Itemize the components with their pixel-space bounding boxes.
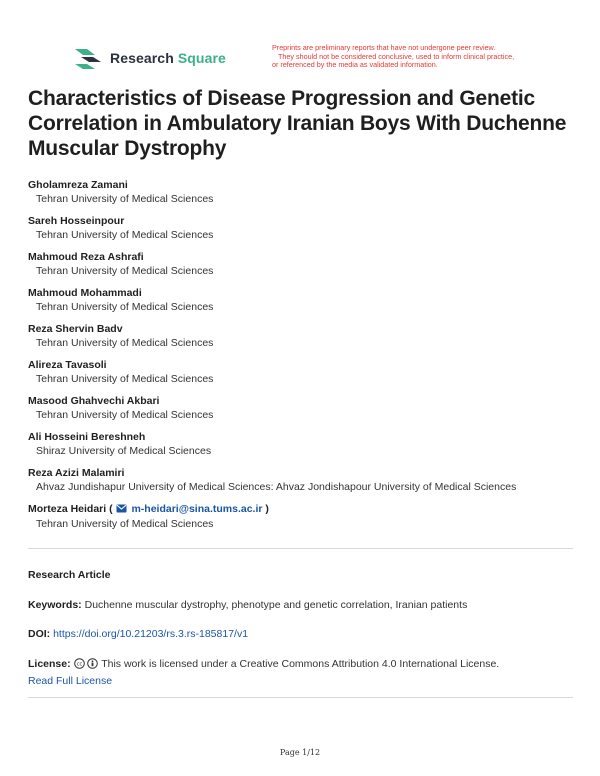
author-name: Sareh Hosseinpour: [28, 215, 125, 227]
author-affiliation: Tehran University of Medical Sciences: [36, 518, 214, 530]
preprint-disclaimer: [272, 44, 542, 70]
author-entry: [28, 322, 578, 358]
author-entry: [28, 466, 578, 502]
author-name: Mahmoud Mohammadi: [28, 287, 142, 299]
page-number: Page 1/12: [279, 748, 321, 757]
license-text: This work is licensed under a Creative Commons Attribution 4.0 International License.: [101, 658, 500, 670]
paren-open: (: [109, 503, 113, 515]
corresponding-author-entry: [28, 502, 578, 538]
disclaimer-line: Preprints are preliminary reports that have not undergone peer review.: [272, 43, 496, 52]
author-affiliation: Tehran University of Medical Sciences: [36, 301, 214, 313]
doi-link[interactable]: https://doi.org/10.21203/rs.3.rs-185817/v1: [53, 628, 249, 640]
creative-commons-icon: [74, 658, 85, 674]
keywords-value: Duchenne muscular dystrophy, phenotype and genetic correlation, Iranian patients: [84, 599, 468, 611]
envelope-icon: [116, 503, 127, 517]
author-entry: [28, 430, 578, 466]
author-name: Ali Hosseini Bereshneh: [28, 431, 146, 443]
keywords-row: [28, 598, 578, 613]
license-row: [28, 657, 578, 689]
author-affiliation: Ahvaz Jundishapur University of Medical Sciences: Ahvaz Jondishapour University of Medical Sciences: [36, 481, 517, 493]
logo-word-square: Square: [177, 50, 226, 66]
author-affiliation: Tehran University of Medical Sciences: [36, 373, 214, 385]
attribution-icon: [87, 658, 98, 674]
author-affiliation: Tehran University of Medical Sciences: [36, 229, 214, 241]
author-email-link[interactable]: m-heidari@sina.tums.ac.ir: [131, 503, 263, 515]
divider: [28, 697, 573, 698]
corresponding-author-name-line: [28, 502, 578, 517]
author-name: Alireza Tavasoli: [28, 359, 107, 371]
doi-label: DOI:: [28, 628, 51, 640]
disclaimer-line: They should not be considered conclusive, used to inform clinical practice,: [278, 51, 515, 61]
license-label: License:: [28, 658, 71, 670]
author-list: [28, 178, 578, 538]
author-name: Reza Azizi Malamiri: [28, 467, 125, 479]
author-entry: [28, 250, 578, 286]
article-title: Characteristics of Disease Progression and Genetic Correlation in Ambulatory Iranian Boys With Duchenne Muscular Dystrophy: [28, 87, 567, 160]
divider: [28, 548, 573, 549]
author-name: Reza Shervin Badv: [28, 323, 123, 335]
paren-close: ): [265, 503, 269, 515]
author-affiliation: Tehran University of Medical Sciences: [36, 337, 214, 349]
keywords-label: Keywords:: [28, 599, 82, 611]
author-name: Gholamreza Zamani: [28, 179, 128, 191]
author-name: Mahmoud Reza Ashrafi: [28, 251, 144, 263]
research-square-logo[interactable]: [73, 45, 226, 71]
doi-row: [28, 627, 578, 642]
author-entry: [28, 214, 578, 250]
svg-text:cc: cc: [76, 661, 82, 668]
article-type: Research Article: [28, 569, 111, 581]
logo-word-research: Research: [110, 50, 174, 66]
read-full-license-link[interactable]: Read Full License: [28, 675, 113, 687]
logo-wordmark: [110, 50, 226, 66]
author-affiliation: Tehran University of Medical Sciences: [36, 409, 214, 421]
author-entry: [28, 358, 578, 394]
author-name: Masood Ghahvechi Akbari: [28, 395, 160, 407]
author-entry: [28, 394, 578, 430]
author-affiliation: Tehran University of Medical Sciences: [36, 265, 214, 277]
author-affiliation: Tehran University of Medical Sciences: [36, 193, 214, 205]
research-square-logo-icon: [73, 45, 103, 71]
disclaimer-line: or referenced by the media as validated information.: [272, 60, 438, 70]
author-entry: [28, 286, 578, 322]
author-affiliation: Shiraz University of Medical Sciences: [36, 445, 212, 457]
author-entry: [28, 178, 578, 214]
author-name: Morteza Heidari: [28, 503, 107, 515]
